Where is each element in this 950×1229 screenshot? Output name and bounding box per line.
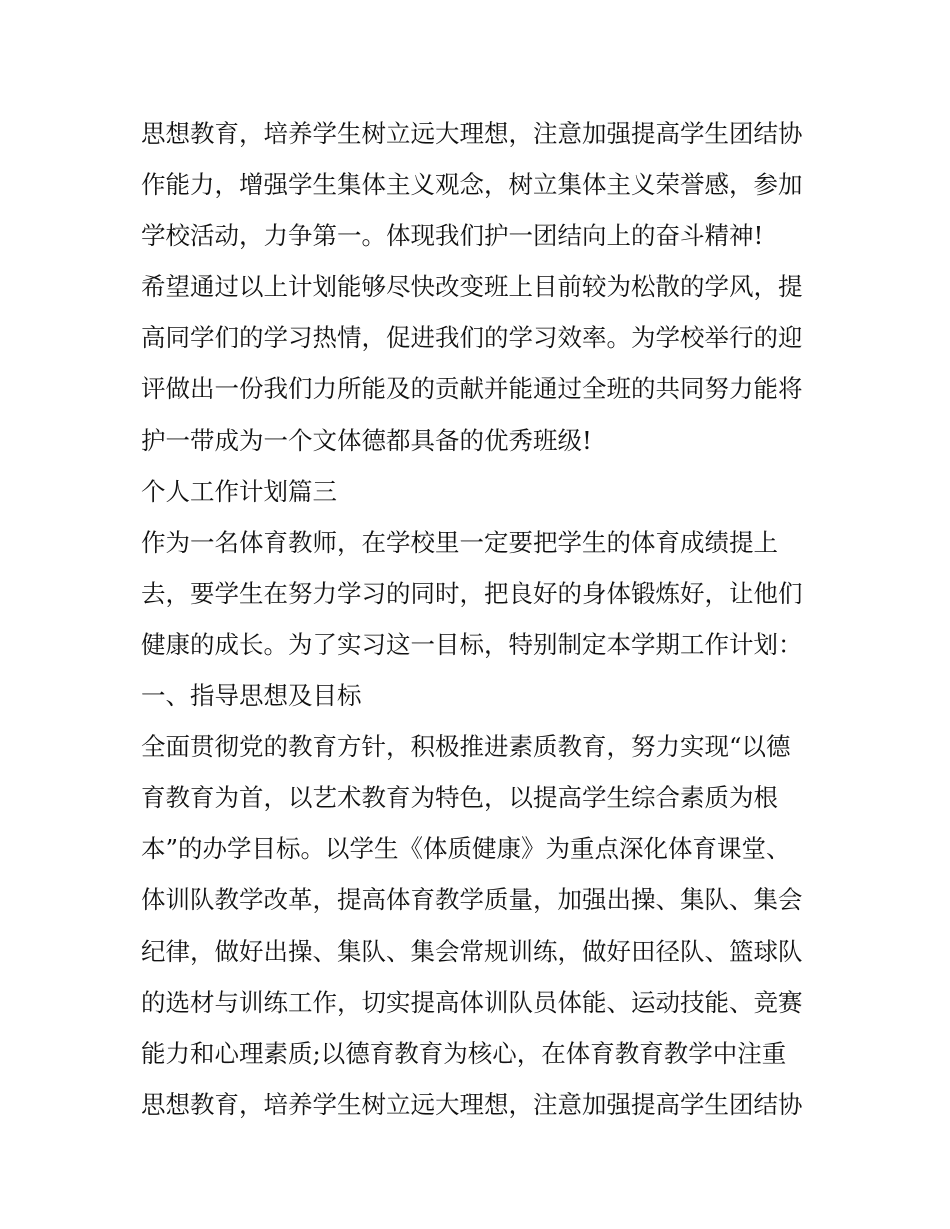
text-line: 全面贯彻党的教育方针，积极推进素质教育，努力实现“以德 (141, 732, 791, 762)
text-line: 希望通过以上计划能够尽快改变班上目前较为松散的学风，提 (141, 272, 803, 302)
text-line: 去，要学生在努力学习的同时，把良好的身体锻炼好，让他们 (141, 578, 803, 608)
text-line: 能力和心理素质;以德育教育为核心，在体育教育教学中注重 (141, 1038, 787, 1068)
text-line: 体训队教学改革，提高体育教学质量，加强出操、集队、集会 (141, 885, 803, 915)
text-line: 思想教育，培养学生树立远大理想，注意加强提高学生团结协 (141, 1089, 803, 1119)
text-line: 本”的办学目标。以学生《体质健康》为重点深化体育课堂、 (141, 834, 791, 864)
text-line: 健康的成长。为了实习这一目标，特别制定本学期工作计划： (141, 629, 803, 659)
text-line: 纪律，做好出操、集队、集会常规训练，做好田径队、篮球队 (141, 936, 803, 966)
text-line: 作为一名体育教师，在学校里一定要把学生的体育成绩提上 (141, 527, 778, 557)
subsection-heading: 一、指导思想及目标 (141, 681, 362, 711)
text-line: 评做出一份我们力所能及的贡献并能通过全班的共同努力能将 (141, 374, 803, 404)
text-line: 学校活动，力争第一。体现我们护一团结向上的奋斗精神! (141, 221, 764, 251)
text-line: 育教育为首，以艺术教育为特色，以提高学生综合素质为根 (141, 783, 778, 813)
text-line: 的选材与训练工作，切实提高体训队员体能、运动技能、竞赛 (141, 987, 803, 1017)
section-heading: 个人工作计划篇三 (141, 476, 337, 506)
text-line: 护一带成为一个文体德都具备的优秀班级! (141, 425, 592, 455)
text-line: 作能力，增强学生集体主义观念，树立集体主义荣誉感，参加 (141, 170, 803, 200)
document-body (141, 108, 821, 1130)
text-line: 思想教育，培养学生树立远大理想，注意加强提高学生团结协 (141, 119, 803, 148)
text-line: 高同学们的学习热情，促进我们的学习效率。为学校举行的迎 (141, 323, 803, 353)
